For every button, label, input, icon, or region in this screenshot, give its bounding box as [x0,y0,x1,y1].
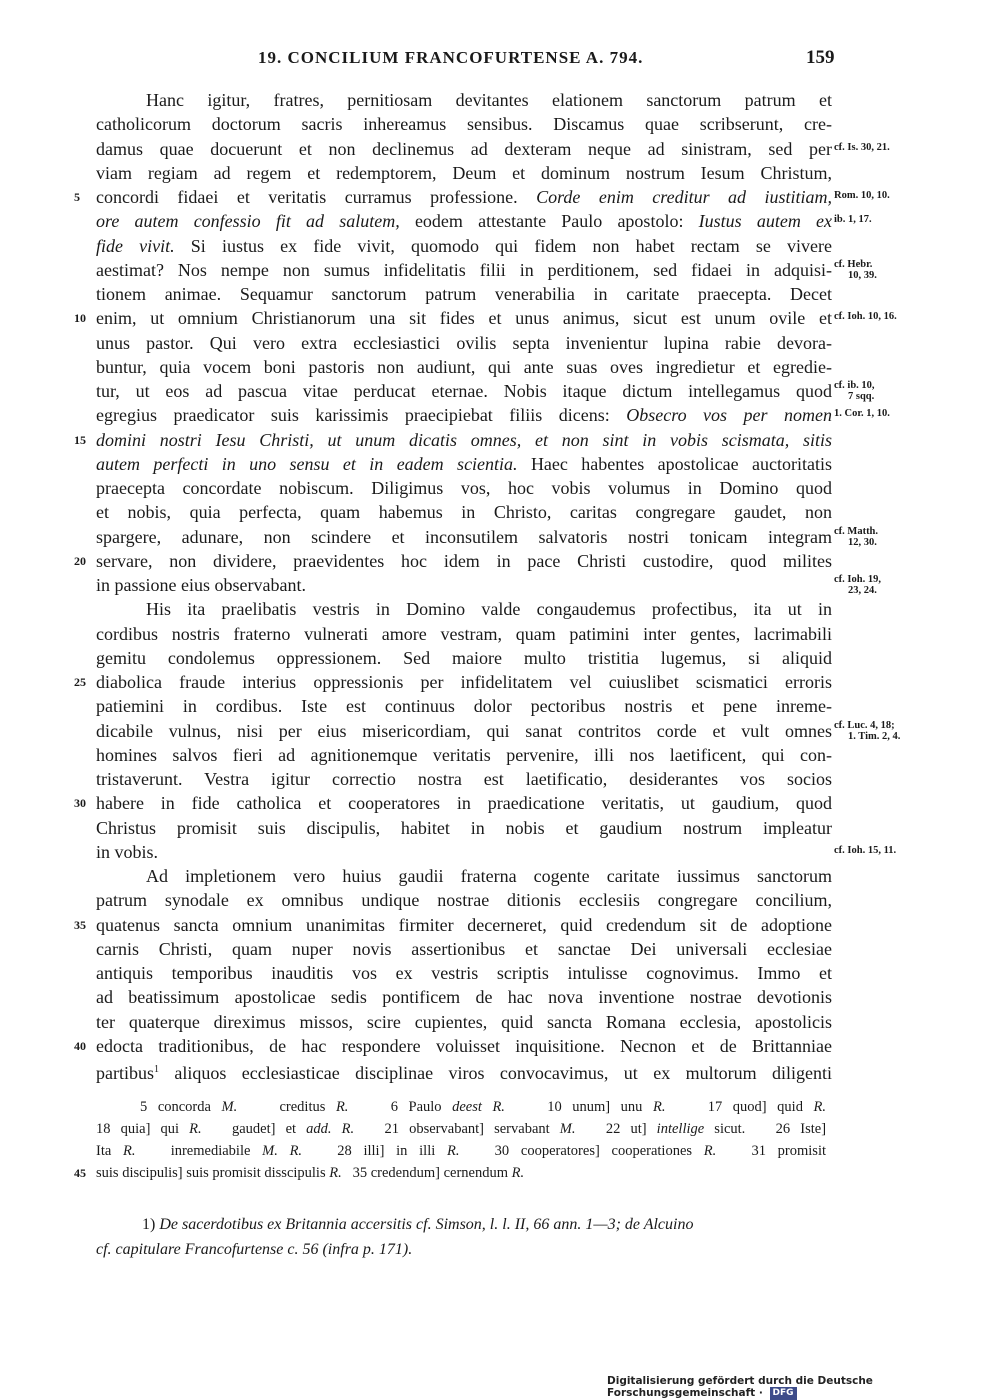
line-text: ore autem confessio fit ad salutem, eodem attestante Paulo apostolo: Iustus autem ex [96,211,832,232]
margin-reference: cf. Ioh. 10, 16. [834,311,897,323]
text-line [96,112,832,136]
text-line [96,379,875,403]
line-number: 20 [74,553,86,568]
line-text: tionem animae. Sequamur sanctorum patrum venerabilia in caritate praecepta. Decet [96,284,832,304]
line-text: enim, ut omnium Christianorum una sit fides et unus animus, sicut est unum ovile et [96,308,832,329]
page-number: 159 [806,47,835,68]
text-line [96,88,832,112]
line-number: 30 [74,796,86,811]
footnote-line: cf. capitulare Francofurtense c. 56 (infra p. 171). [96,1241,413,1258]
line-text: edocta traditionibus, de hac respondere voluisset inquisitione. Necnon et de Brittanniae [96,1035,832,1056]
line-text: autem perfecti in uno sensu et in eadem scientia. Haec habentes apostolicae auctoritatis [96,453,832,474]
text-line [96,1010,832,1034]
digitization-credit: Digitalisierung gefördert durch die Deutsche Forschungsgemeinschaft · DFG [607,1375,873,1399]
line-text: dicabile vulnus, nisi per eius misericordiam, qui sanat contritos corde et vult omnes [96,720,832,741]
text-line [96,209,872,233]
text-line [96,161,832,185]
line-text: fide vivit. Si iustus ex fide vivit, quomodo qui fidem non habet rectam se vivere [96,235,832,256]
line-text: catholicorum doctorum sacris inhereamus sensibus. Discamus quae scribserunt, cre- [96,114,832,135]
line-text: habere in fide catholica et cooperatores in praedicatione veritatis, ut gaudium, quod [96,793,832,814]
text-line [96,937,832,961]
text-line [96,694,832,718]
text-line [96,961,832,985]
text-line [74,913,832,937]
line-text: patiemini in cordibus. Iste est continuus dolor pectoribus nostris et pene inreme- [96,696,832,717]
line-text: in passione eius observabant. [96,575,306,595]
line-text: partibus$^1$ aliquos ecclesiasticae disciplinae viros convocavimus, ut ex multorum diligenti [96,1063,832,1083]
text-line [74,185,890,209]
margin-reference: Rom. 10, 10. [834,190,890,201]
margin-reference: 1. Cor. 1, 10. [834,408,890,420]
text-line [96,888,832,912]
line-text: ad beatissimum apostolicae sedis pontificem de hac nova inventione nostrae devotionis [96,987,832,1008]
text-line [96,767,832,791]
line-text: antiquis temporibus inauditis vos ex vestris scriptis intulisse cognovimus. Immo et [96,963,832,983]
apparatus-line: 18 quia] qui R. gaudet] et add. R. 21 observabant] servabant M. 22 ut] intellige sicut. 26 Iste] [96,1121,827,1137]
line-text: quatenus sancta omnium unanimitas firmiter decerneret, quid credendum sit de adoptione [96,914,832,935]
line-text: damus quae docuerunt et non declinemus ad dexteram neque ad sinistram, sed per [96,138,832,159]
line-text: in vobis. [96,841,159,862]
margin-reference: cf. Ioh. 19, 23, 24. [834,574,881,596]
line-text: viam regiam ad regem et redemptorem, Deum et dominum nostrum Iesum Christum, [96,162,832,183]
apparatus-line: suis discipulis] suis promisit disscipulis R. 35 credendum] cernendum R. 45 [96,1162,826,1184]
text-line [74,791,832,815]
text-line [96,234,832,258]
line-text: aestimat? Nos nempe non sumus infidelitatis filii in perditionem, sed fidaei in adquisi- [96,259,832,280]
text-line [96,573,881,597]
text-line [96,331,832,355]
line-text: ter quaterque direximus missos, scire cupientes, quid sancta Romana ecclesia, apostolicis [96,1011,832,1032]
text-line [96,452,832,476]
footnote-line: 1) De sacerdotibus ex Britannia accersitis cf. Simson, l. l. II, 66 ann. 1—3; de Alcuino [142,1216,694,1233]
running-title: 19. CONCILIUM FRANCOFURTENSE A. 794. [258,48,644,67]
margin-reference: ib. 1, 17. [834,214,872,226]
running-header [0,44,1000,74]
line-text: spargere, adunare, non scindere et inconsutilem salvatoris nostri tonicam integram [96,526,832,547]
footnote [96,1212,826,1262]
margin-reference: cf. Matth. 12, 30. [834,525,879,548]
text-line [96,597,832,621]
text-line [96,525,879,549]
line-text: tristaverunt. Vestra igitur correctio nostra est laetificatio, desiderantes vos socios [96,769,832,789]
line-number: 35 [74,917,86,932]
text-line [96,719,901,743]
text-line [96,137,890,161]
line-text: concordi fidaei et veritatis curramus professione. Corde enim creditur ad iustitiam, [96,187,833,207]
credit-text: Digitalisierung gefördert durch die Deutsche Forschungsgemeinschaft [607,1375,873,1399]
text-line [96,864,832,888]
text-line [96,282,832,306]
text-line [96,985,832,1009]
text-line [96,258,877,282]
text-line [74,306,897,330]
line-text: domini nostri Iesu Christi, ut unum dicatis omnes, et non sint in vobis scismata, sitis [96,429,832,450]
text-line [96,840,897,864]
text-line [96,500,832,524]
line-text: homines salvos fieri ad agnitionemque veritatis pervenire, illi nos laetificent, qui con- [96,744,832,765]
text-line [74,428,832,452]
line-text: carnis Christi, quam nuper novis assertionibus et sanctae Dei universali ecclesiae [96,938,832,959]
line-text: buntur, quia vocem boni pastoris non audiunt, qui ante suas oves ingredietur et egredie- [96,356,832,377]
line-number: 15 [74,432,86,447]
text-line [96,743,832,767]
line-number: 40 [74,1038,86,1053]
line-text: Christus promisit suis discipulis, habitet in nobis et gaudium nostrum impleatur [96,817,832,838]
critical-apparatus [74,1096,827,1184]
line-number: 45 [74,1166,86,1180]
text-line [96,355,832,379]
line-text: unus pastor. Qui vero extra ecclesiastici ovilis septa invenientur lupina rabie devora- [96,332,832,353]
text-line [96,816,832,840]
apparatus-line: Ita R. inremediabile M. R. 28 illi] in illi R. 30 cooperatores] cooperationes R. 31 promisit [96,1143,827,1159]
line-number: 10 [74,311,86,326]
line-text: Ad impletionem vero huius gaudii fraterna cogente caritate iussimus sanctorum [146,866,832,886]
line-text: tur, ut eos ad pascua vitae perducat eternae. Nobis itaque dictum intellegamus quod [96,381,832,401]
line-text: et nobis, quia perfecta, quam habemus in Christo, caritas congregare gaudet, non [96,502,832,523]
text-line [96,622,832,646]
margin-reference: cf. Luc. 4, 18; 1. Tim. 2, 4. [834,719,901,742]
line-text: cordibus nostris fraterno vulnerati amore vestram, quam patimini inter gentes, lacrimabili [96,623,832,644]
text-line [96,1058,832,1082]
line-text: servare, non dividere, praevidentes hoc idem in pace Christi custodire, quod milites [96,550,832,571]
text-line [96,403,890,427]
text-line [96,646,832,670]
line-text: patrum synodale ex omnibus undique nostrae ditionis ecclesiis congregare concilium, [96,890,832,911]
line-text: His ita praelibatis vestris in Domino valde congaudemus profectibus, ita ut in [146,599,832,620]
margin-reference: cf. Hebr. 10, 39. [834,258,877,281]
text-line [96,476,832,500]
text-line [74,1034,832,1058]
line-number: 5 [74,190,80,204]
text-line [74,670,832,694]
margin-reference: cf. Ioh. 15, 11. [834,844,897,856]
margin-reference: cf. ib. 10, 7 sqq. [834,380,875,402]
dfg-logo: DFG [770,1387,797,1400]
line-text: gemitu condolemus oppressionem. Sed maiore multo tristitia lugemus, si aliquid [96,647,832,668]
line-number: 25 [74,675,86,689]
line-text: egregius praedicator suis karissimis praecipiebat filiis dicens: Obsecro vos per nomen [96,405,832,426]
margin-reference: cf. Is. 30, 21. [834,141,890,153]
text-line [74,549,832,573]
line-text: Hanc igitur, fratres, pernitiosam devitantes elationem sanctorum patrum et [146,90,832,110]
line-text: praecepta concordate nobiscum. Diligimus vos, hoc vobis volumus in Domino quod [96,478,832,498]
main-text [74,88,901,1083]
apparatus-line: 5 concorda M. creditus R. 6 Paulo deest R. 10 unum] unu R. 17 quod] quid R. [140,1099,826,1115]
line-text: diabolica fraude interius oppressionis per infidelitatem vel cuiuslibet scismatici erroris [96,672,832,692]
